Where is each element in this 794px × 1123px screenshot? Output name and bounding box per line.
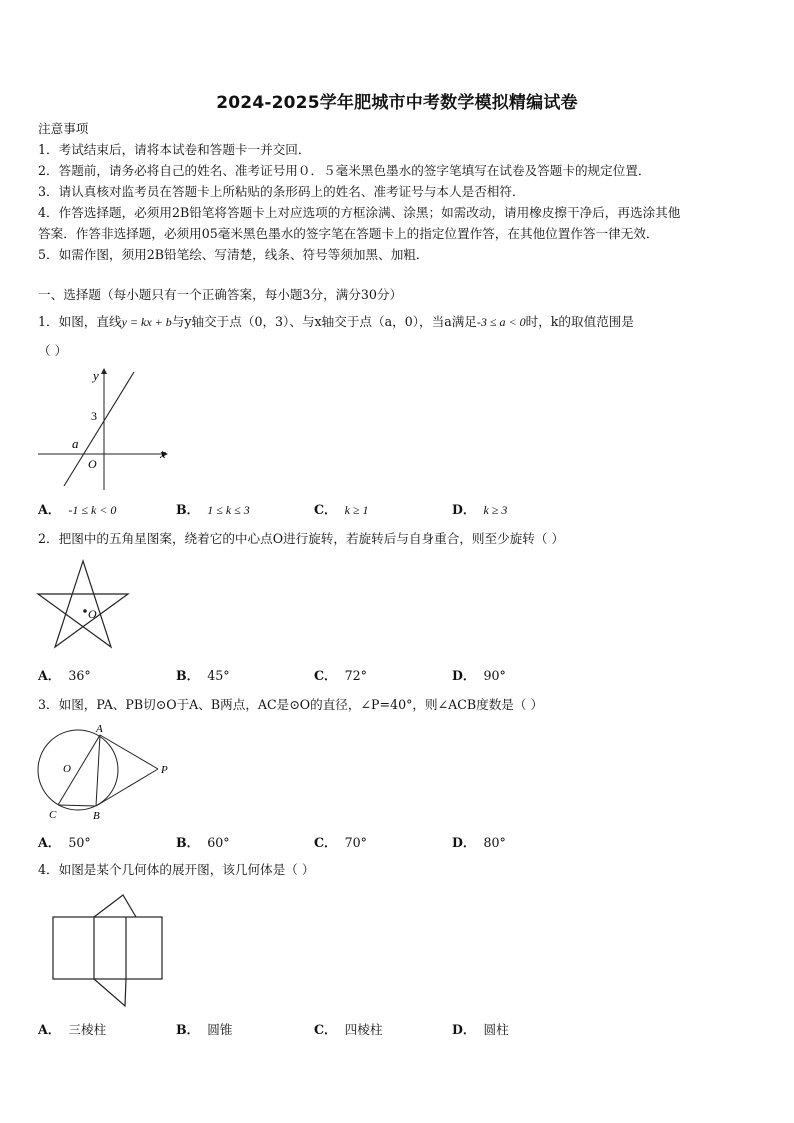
notice-heading: 注意事项 <box>38 121 89 136</box>
page-title: 2024-2025学年肥城市中考数学模拟精编试卷 <box>216 93 578 113</box>
question-1-stem <box>38 314 634 330</box>
question-3-stem: 3．如图，PA、PB切⊙O于A、B两点，AC是⊙O的直径，∠P=40°，则∠ACB度数是（ ） <box>38 697 544 712</box>
q4-option-d[interactable]: D． 圆柱 <box>452 1022 509 1037</box>
question-4-stem: 4．如图是某个几何体的展开图，该几何体是（ ） <box>38 862 315 877</box>
q1-formula-range: -3 ≤ a < 0 <box>476 315 526 329</box>
net-bottom-triangle <box>94 979 126 1006</box>
q4-option-b[interactable]: B． 圆锥 <box>176 1022 233 1037</box>
point-o-label: O <box>63 763 71 775</box>
q1-formula-line: y = kx + b <box>121 315 172 329</box>
y-label: y <box>93 368 99 383</box>
tangent-pa <box>100 735 158 769</box>
question-2-stem: 2．把图中的五角星图案，绕着它的中心点O进行旋转，若旋转后与自身重合，则至少旋转（ ） <box>38 531 565 546</box>
point-a-label: A <box>96 723 103 735</box>
q4-option-a[interactable]: A． 三棱柱 <box>38 1022 107 1037</box>
notice-item-4: 4．作答选择题，必须用2B铅笔将答题卡上对应选项的方框涂满、涂黑；如需改动，请用橡皮擦干净后，再选涂其他 <box>38 205 681 220</box>
q1-figure-graph <box>34 368 174 498</box>
q1-option-c[interactable]: C． k ≥ 1 <box>314 502 369 517</box>
q2-option-b[interactable]: B． 45° <box>176 668 230 683</box>
point-p-label: P <box>161 764 168 776</box>
q1-stem-b: 与y轴交于点（0，3）、与x轴交于点（a，0），当a满足 <box>171 314 477 329</box>
a-label: a <box>72 436 79 451</box>
notice-item-1: 1．考试结束后，请将本试卷和答题卡一并交回． <box>38 142 311 157</box>
q1-stem-c: 时，k的取值范围是 <box>525 314 634 329</box>
five-pointed-star <box>38 561 128 647</box>
q3-option-b[interactable]: B． 60° <box>176 835 230 850</box>
notice-item-2: 2．答题前，请务必将自己的姓名、准考证号用０．５毫米黑色墨水的签字笔填写在试卷及答题卡的规定位置． <box>38 163 651 178</box>
q4-figure-net <box>50 893 170 1011</box>
q3-figure-circle-tangents <box>34 722 174 822</box>
y-axis-arrow <box>101 368 107 374</box>
section-heading: 一、选择题（每小题只有一个正确答案，每小题3分，满分30分） <box>38 287 403 302</box>
tangent-pb <box>96 769 158 806</box>
chord-cb <box>58 805 96 806</box>
q3-option-c[interactable]: C． 70° <box>314 835 367 850</box>
point-c-label: C <box>49 809 57 821</box>
x-label: x <box>160 446 166 461</box>
notice-item-3: 3．请认真核对监考员在答题卡上所粘贴的条形码上的姓名、准考证号与本人是否相符． <box>38 184 525 199</box>
q1-option-a[interactable]: A． -1 ≤ k < 0 <box>38 502 117 517</box>
chord-ab <box>96 735 100 806</box>
q1-answer-bracket: （ ） <box>38 343 68 358</box>
center-label: O <box>88 607 97 621</box>
q3-option-a[interactable]: A． 50° <box>38 835 91 850</box>
circle-o <box>38 730 118 810</box>
q2-figure-star <box>36 559 136 653</box>
q1-option-d[interactable]: D． k ≥ 3 <box>452 502 508 517</box>
q1-stem-a: 1．如图，直线 <box>38 314 122 329</box>
intercept-3-label: 3 <box>91 409 97 423</box>
center-point <box>83 609 87 613</box>
q2-option-a[interactable]: A． 36° <box>38 668 91 683</box>
line-y-kx-b <box>64 372 134 486</box>
origin-label: O <box>88 457 97 471</box>
notice-item-4-cont: 答案．作答非选择题，必须用05毫米黑色墨水的签字笔在答题卡上的指定位置作答，在其他位置作答一律无效． <box>38 226 659 241</box>
point-b-label: B <box>93 810 100 822</box>
q2-option-d[interactable]: D． 90° <box>452 668 506 683</box>
net-top-triangle <box>94 895 136 917</box>
q3-option-d[interactable]: D． 80° <box>452 835 506 850</box>
q4-option-c[interactable]: C． 四棱柱 <box>314 1022 383 1037</box>
q2-option-c[interactable]: C． 72° <box>314 668 367 683</box>
net-rectangles-outline <box>53 917 162 979</box>
notice-item-5: 5．如需作图，须用2B铅笔绘、写清楚，线条、符号等须加黑、加粗． <box>38 247 429 262</box>
q1-option-b[interactable]: B． 1 ≤ k ≤ 3 <box>176 502 250 517</box>
